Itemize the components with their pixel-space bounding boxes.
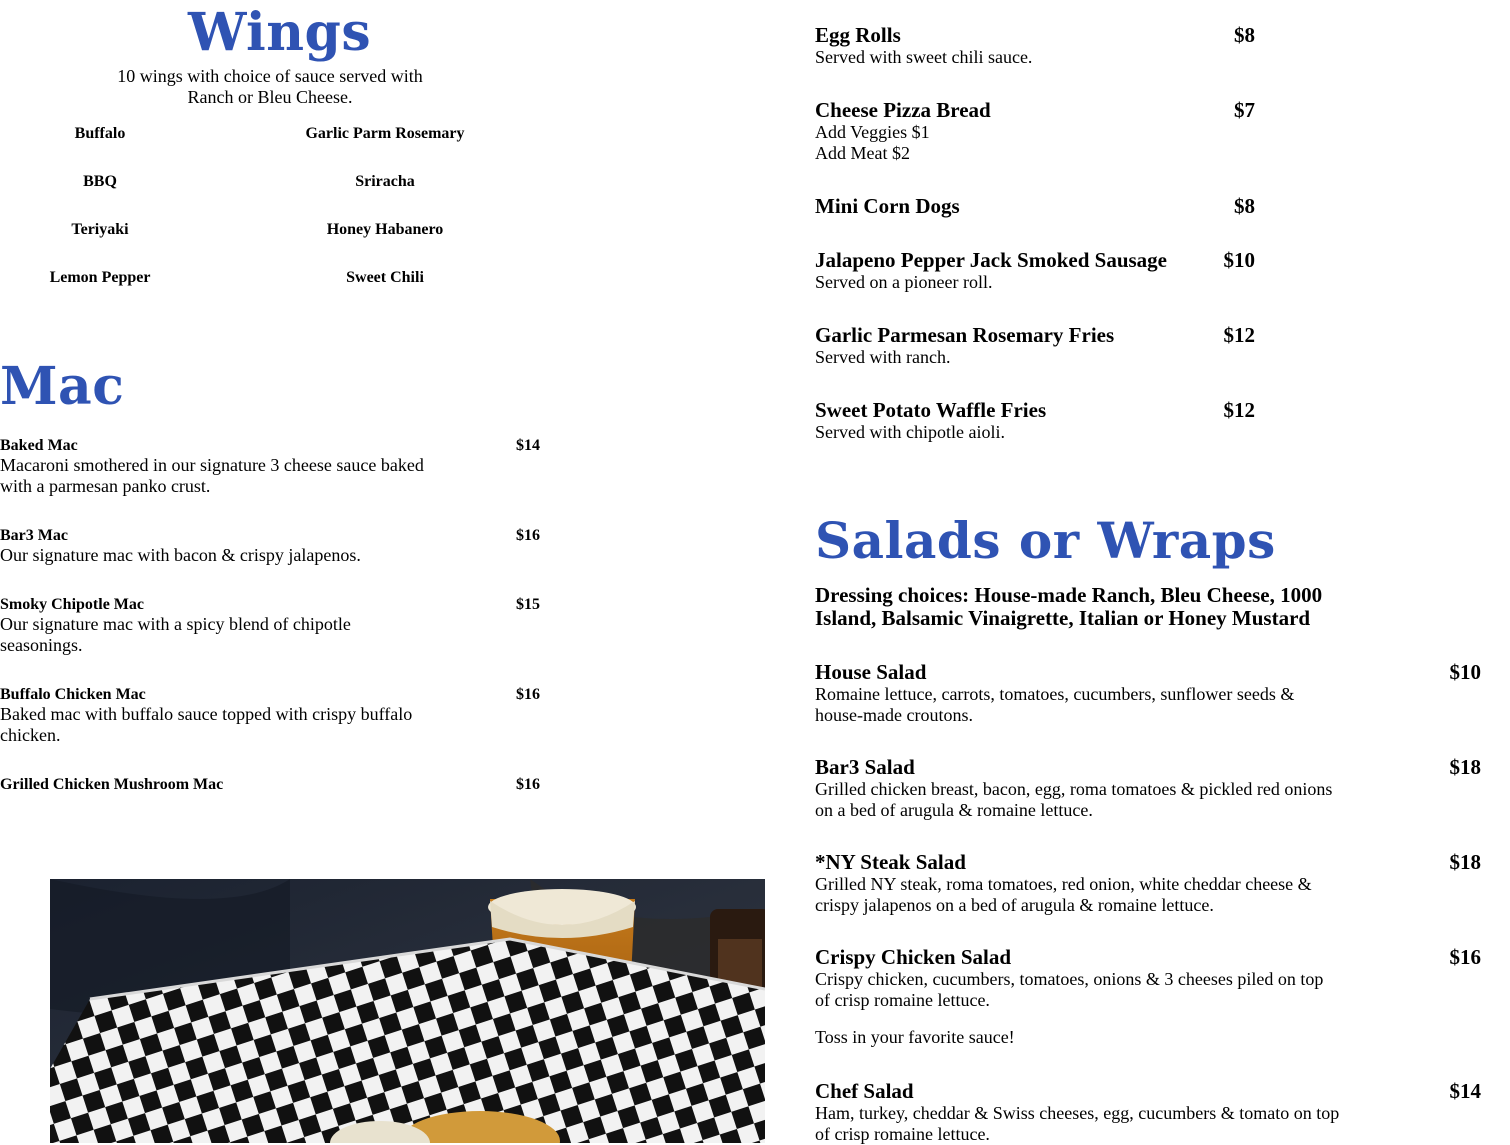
item-description: Macaroni smothered in our signature 3 cheese sauce baked with a parmesan panko crust. xyxy=(0,455,424,496)
item-price: $16 xyxy=(516,686,540,703)
item-name: Garlic Parmesan Rosemary Fries xyxy=(815,323,1115,347)
item-price: $12 xyxy=(1223,323,1255,347)
item-name: Smoky Chipotle Mac xyxy=(0,596,144,613)
item-price: $16 xyxy=(516,776,540,793)
item-description: Crispy chicken, cucumbers, tomatoes, onions & 3 cheeses piled on top of crisp romaine lettuce. xyxy=(815,969,1324,1010)
item-price: $10 xyxy=(1449,660,1481,684)
wings-title: Wings xyxy=(188,2,372,63)
item-price: $16 xyxy=(1449,945,1481,969)
mac-title: Mac xyxy=(0,356,125,417)
item-price: $7 xyxy=(1234,98,1255,122)
sauce-teriyaki: Teriyaki xyxy=(71,221,129,238)
item-name: Mini Corn Dogs xyxy=(815,194,960,218)
item-name: Crispy Chicken Salad xyxy=(815,945,1012,969)
item-price: $18 xyxy=(1449,850,1481,874)
dressing-choices: Dressing choices: House-made Ranch, Bleu Cheese, 1000 Island, Balsamic Vinaigrette, Italian or Honey Mustard xyxy=(815,583,1323,630)
item-name: Buffalo Chicken Mac xyxy=(0,686,146,703)
item-addon-meat: Add Meat $2 xyxy=(815,143,910,163)
item-price: $14 xyxy=(516,437,540,454)
item-name: Sweet Potato Waffle Fries xyxy=(815,398,1047,422)
item-description: Served with chipotle aioli. xyxy=(815,422,1005,442)
item-name: Baked Mac xyxy=(0,437,78,454)
item-price: $18 xyxy=(1449,755,1481,779)
item-description: Served with sweet chili sauce. xyxy=(815,47,1033,67)
item-description: Grilled chicken breast, bacon, egg, roma tomatoes & pickled red onions on a bed of arugula & romaine lettuce. xyxy=(815,779,1333,820)
item-description: Ham, turkey, cheddar & Swiss cheeses, egg, cucumbers & tomato on top of crisp romaine lettuce. xyxy=(815,1103,1340,1144)
item-name: Grilled Chicken Mushroom Mac xyxy=(0,776,224,793)
item-price: $12 xyxy=(1223,398,1255,422)
item-price: $8 xyxy=(1234,23,1255,47)
item-addon-veggies: Add Veggies $1 xyxy=(815,122,930,142)
item-name: Jalapeno Pepper Jack Smoked Sausage xyxy=(815,248,1167,272)
item-note: Toss in your favorite sauce! xyxy=(815,1027,1015,1047)
item-name: Chef Salad xyxy=(815,1079,914,1103)
item-description: Baked mac with buffalo sauce topped with crispy buffalo chicken. xyxy=(0,704,413,745)
item-name: Cheese Pizza Bread xyxy=(815,98,991,122)
item-name: *NY Steak Salad xyxy=(815,850,966,874)
item-description: Our signature mac with a spicy blend of chipotle seasonings. xyxy=(0,614,351,655)
sauce-bbq: BBQ xyxy=(83,173,117,190)
item-name: Egg Rolls xyxy=(815,23,901,47)
item-name: Bar3 Mac xyxy=(0,527,68,544)
beer-and-food-basket-photo xyxy=(50,879,765,1143)
item-description: Grilled NY steak, roma tomatoes, red onion, white cheddar cheese & crispy jalapenos on a bed of arugula & romaine lettuce. xyxy=(815,874,1312,915)
sauce-lemon-pepper: Lemon Pepper xyxy=(49,269,151,286)
item-name: Bar3 Salad xyxy=(815,755,915,779)
item-price: $15 xyxy=(516,596,540,613)
item-price: $8 xyxy=(1234,194,1255,218)
item-description: Served on a pioneer roll. xyxy=(815,272,993,292)
item-price: $16 xyxy=(516,527,540,544)
item-price: $10 xyxy=(1223,248,1255,272)
salads-title: Salads or Wraps xyxy=(815,511,1276,570)
sauce-sriracha: Sriracha xyxy=(355,173,415,190)
item-name: House Salad xyxy=(815,660,927,684)
item-price: $14 xyxy=(1449,1079,1481,1103)
item-description: Our signature mac with bacon & crispy jalapenos. xyxy=(0,545,361,565)
item-description: Romaine lettuce, carrots, tomatoes, cucumbers, sunflower seeds & house-made croutons. xyxy=(815,684,1295,725)
sauce-sweet-chili: Sweet Chili xyxy=(346,269,424,286)
wings-description: 10 wings with choice of sauce served with Ranch or Bleu Cheese. xyxy=(117,66,423,107)
item-description: Served with ranch. xyxy=(815,347,951,367)
sauce-honey-habanero: Honey Habanero xyxy=(326,221,444,238)
sauce-buffalo: Buffalo xyxy=(74,125,126,142)
sauce-garlic-parm-rosemary: Garlic Parm Rosemary xyxy=(305,125,465,142)
